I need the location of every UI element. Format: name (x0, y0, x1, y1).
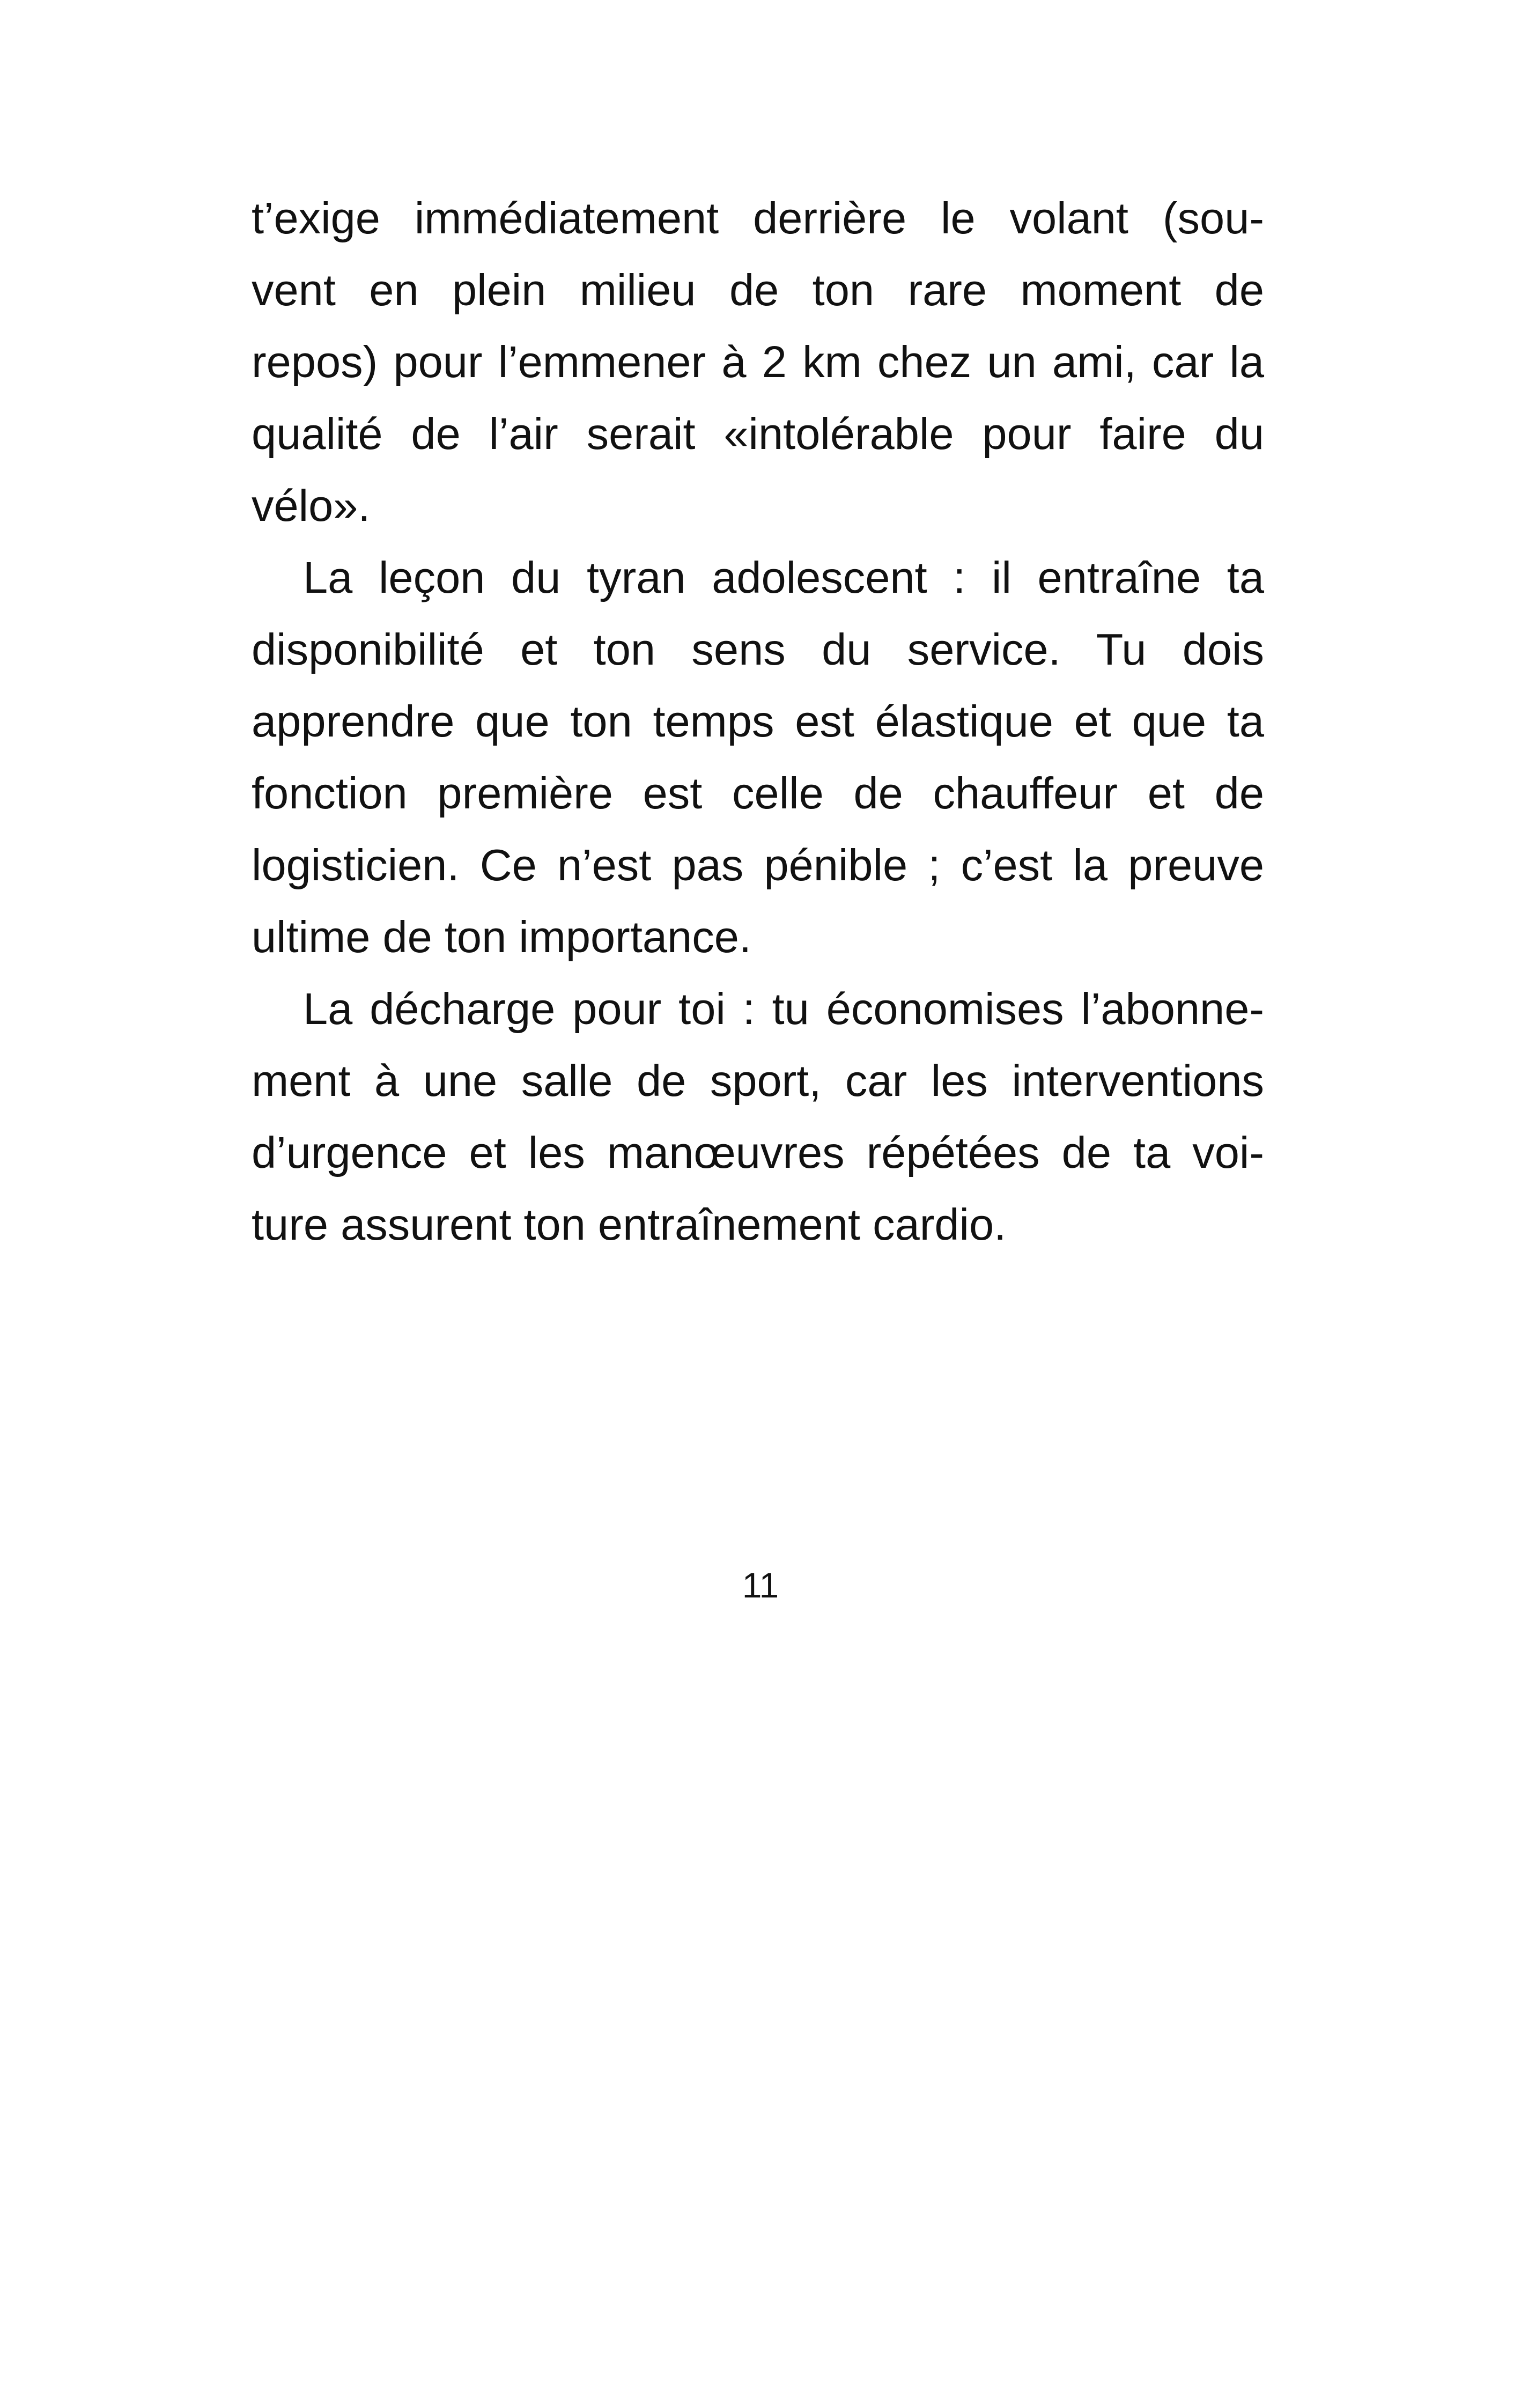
text-line: ultime de ton importance. (252, 912, 751, 962)
text-line: ment à une salle de sport, car les interventions (252, 1056, 1264, 1106)
text-line: disponibilité et ton sens du service. Tu dois (252, 624, 1264, 674)
text-line: d’urgence et les manœuvres répétées de ta voi- (252, 1128, 1264, 1177)
text-line: vélo». (252, 481, 371, 531)
body-text (252, 182, 1264, 1261)
text-line: logisticien. Ce n’est pas pénible ; c’est la preuve (252, 840, 1264, 890)
text-line: apprendre que ton temps est élastique et que ta (252, 696, 1264, 746)
text-line: vent en plein milieu de ton rare moment de (252, 265, 1264, 315)
text-line: fonction première est celle de chauffeur et de (252, 768, 1264, 818)
text-line: repos) pour l’emmener à 2 km chez un ami, car la (252, 337, 1264, 387)
text-line: La leçon du tyran adolescent : il entraîne ta (303, 553, 1264, 602)
text-line: ture assurent ton entraînement cardio. (252, 1199, 1007, 1249)
text-line: qualité de l’air serait «intolérable pour faire du (252, 409, 1264, 459)
page-number: 11 (742, 1565, 779, 1605)
text-line: t’exige immédiatement derrière le volant (sou- (252, 193, 1264, 243)
text-line: La décharge pour toi : tu économises l’abonne- (303, 984, 1264, 1034)
